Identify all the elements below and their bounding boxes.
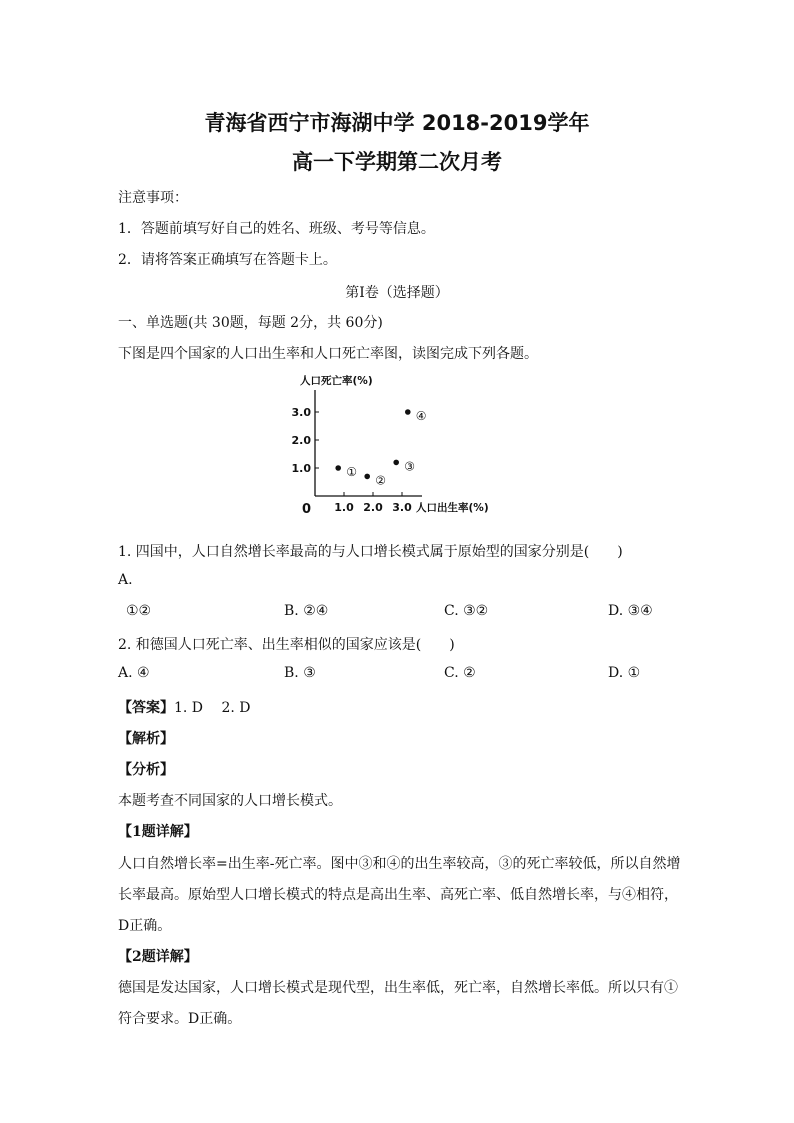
question-1-option-a-label: A.: [118, 572, 133, 588]
detail-1-heading: 【1题详解】: [118, 824, 198, 840]
part-heading: 一、单选题(共 30题，每题 2分，共 60分): [118, 315, 383, 331]
fenxi-heading: 【分析】: [118, 762, 174, 778]
fenxi-text: 本题考查不同国家的人口增长模式。: [118, 793, 342, 809]
data-point: [393, 460, 399, 466]
question-2-option-a: A. ④: [118, 665, 150, 681]
notice-item-2: 2．请将答案正确填写在答题卡上。: [118, 252, 337, 268]
data-point-label: ④: [415, 409, 427, 423]
y-tick-label: 3.0: [291, 406, 311, 419]
answer-label: 【答案】: [118, 700, 174, 716]
x-tick-label: 1.0: [334, 501, 354, 514]
question-1-option-a: ①②: [126, 603, 152, 619]
question-2-option-b: B. ③: [284, 665, 316, 681]
birth-death-rate-chart: [280, 368, 520, 518]
question-2-option-d: D. ①: [608, 665, 641, 681]
exam-title-line1: 青海省西宁市海湖中学 2018-2019学年: [204, 111, 590, 135]
detail-1-line-2: 长率最高。原始型人口增长模式的特点是高出生率、高死亡率、低自然增长率，与④相符，: [118, 887, 678, 903]
y-axis-label: 人口死亡率(%): [300, 375, 373, 387]
detail-1-line-1: 人口自然增长率=出生率-死亡率。图中③和④的出生率较高，③的死亡率较低，所以自然增: [118, 856, 681, 872]
detail-2-line-2: 符合要求。D正确。: [118, 1011, 242, 1027]
notice-item-1: 1．答题前填写好自己的姓名、班级、考号等信息。: [118, 221, 435, 237]
data-point-label: ②: [375, 473, 386, 488]
detail-2-heading: 【2题详解】: [118, 949, 198, 965]
analysis-heading: 【解析】: [118, 731, 174, 747]
answer-text: 1. D 2. D: [174, 700, 251, 716]
question-1-option-b: B. ②④: [284, 603, 329, 619]
data-point: [364, 474, 370, 480]
exam-title-line2: 高一下学期第二次月考: [292, 150, 502, 174]
answer-line: [118, 697, 251, 717]
y-tick-label: 1.0: [291, 462, 311, 475]
question-1-option-c: C. ③②: [444, 603, 489, 619]
detail-1-line-3: D正确。: [118, 918, 172, 934]
origin-label: 0: [302, 502, 312, 517]
x-axis-label: 人口出生率(%): [416, 502, 489, 514]
data-point: [335, 465, 341, 471]
data-point-label: ③: [404, 459, 415, 474]
y-tick-label: 2.0: [291, 434, 311, 447]
data-point: [405, 409, 411, 415]
detail-2-line-1: 德国是发达国家，人口增长模式是现代型，出生率低，死亡率，自然增长率低。所以只有①: [118, 980, 678, 996]
question-2-option-c: C. ②: [444, 665, 476, 681]
question-2-stem: 2. 和德国人口死亡率、出生率相似的国家应该是( ): [118, 637, 455, 653]
x-tick-label: 3.0: [392, 501, 412, 514]
notice-heading: 注意事项：: [118, 190, 188, 206]
question-1-stem: 1. 四国中，人口自然增长率最高的与人口增长模式属于原始型的国家分别是( ): [118, 544, 623, 560]
volume-heading: 第I卷（选择题）: [345, 285, 449, 301]
x-tick-label: 2.0: [363, 501, 383, 514]
question-intro: 下图是四个国家的人口出生率和人口死亡率图，读图完成下列各题。: [118, 346, 538, 362]
question-1-option-d: D. ③④: [608, 603, 653, 619]
data-point-label: ①: [346, 465, 357, 479]
